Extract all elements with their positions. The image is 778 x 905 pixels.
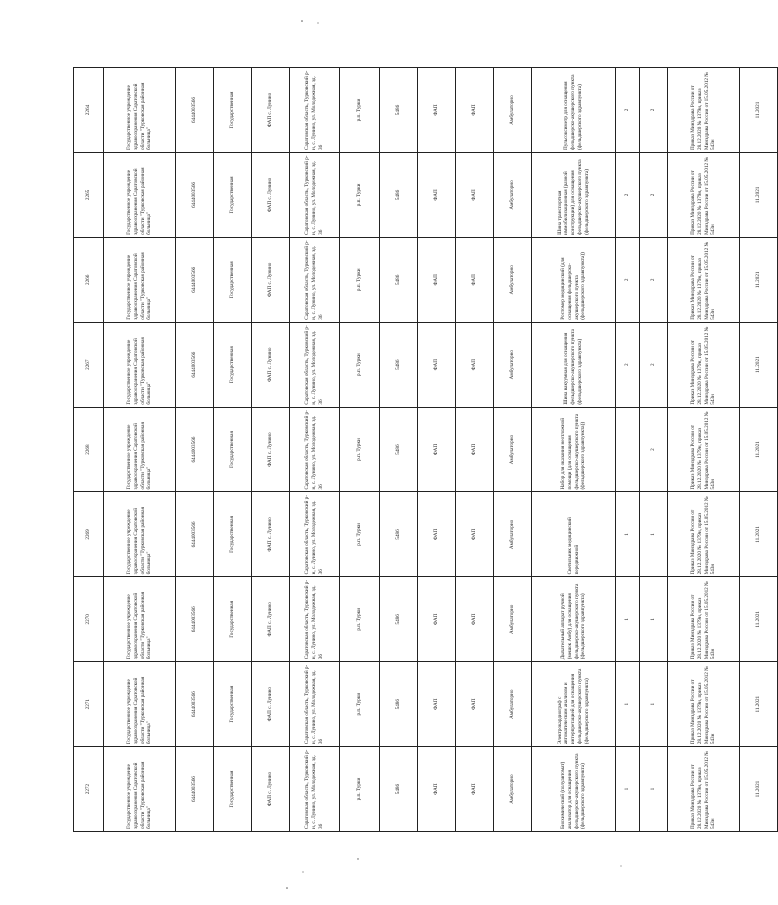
cell-inn: 6444003566 bbox=[176, 747, 214, 832]
cell-settlement-type: р.п. Турки bbox=[340, 68, 380, 153]
cell-address: Саратовская область, Турковский р-н, с. Лунино, ул. Молодежная, зд. 36 bbox=[290, 322, 340, 407]
table-row-care bbox=[494, 68, 532, 832]
cell-name: ФАП с. Лунино bbox=[252, 153, 290, 238]
cell-ownership: Государственная bbox=[214, 662, 252, 747]
cell-care: Амбулаторно bbox=[494, 237, 532, 322]
cell-care: Амбулаторно bbox=[494, 322, 532, 407]
cell-date: 11.2021 bbox=[740, 747, 778, 832]
cell-type2: ФАП bbox=[456, 68, 494, 153]
cell-id: 2269 bbox=[74, 492, 104, 577]
cell-address: Саратовская область, Турковский р-н, с. Лунино, ул. Молодежная, зд. 36 bbox=[290, 153, 340, 238]
cell-type1: ФАП bbox=[418, 237, 456, 322]
cell-date: 11.2021 bbox=[740, 237, 778, 322]
cell-settlement-type: р.п. Турки bbox=[340, 322, 380, 407]
cell-address: Саратовская область, Турковский р-н, с. Лунино, ул. Молодежная, зд. 36 bbox=[290, 68, 340, 153]
cell-address: Саратовская область, Турковский р-н, с. Лунино, ул. Молодежная, зд. 36 bbox=[290, 662, 340, 747]
cell-qty1: 1 bbox=[616, 492, 640, 577]
cell-institution: Государственное учреждение здравоохранения Саратовской области "Турковская районная больница" bbox=[104, 68, 176, 153]
cell-id: 2272 bbox=[74, 747, 104, 832]
cell-qty2: 1 bbox=[640, 492, 668, 577]
cell-institution: Государственное учреждение здравоохранения Саратовской области "Турковская районная больница" bbox=[104, 237, 176, 322]
cell-oktmo: 5486 bbox=[380, 322, 418, 407]
cell-qty1: 2 bbox=[616, 322, 640, 407]
cell-name: ФАП с. Лунино bbox=[252, 662, 290, 747]
table-row-qty2 bbox=[640, 68, 668, 832]
cell-inn: 6444003566 bbox=[176, 153, 214, 238]
table-row-date bbox=[740, 68, 778, 832]
cell-equipment: Светильник медицинский передвижной bbox=[532, 492, 616, 577]
table-row-type2 bbox=[456, 68, 494, 832]
table-row-name bbox=[252, 68, 290, 832]
cell-inn: 6444003566 bbox=[176, 237, 214, 322]
cell-settlement-type: р.п. Турки bbox=[340, 237, 380, 322]
cell-order: Приказ Минздрава России от 28.12.2020 № 1379н, приказ Минздрава России от 15.05.2012 № 543н bbox=[668, 68, 740, 153]
cell-inn: 6444003566 bbox=[176, 492, 214, 577]
cell-equipment: Ростомер медицинский (для оснащения фельдшерско-акушерского пункта (фельдшерского здравпункта)) bbox=[532, 237, 616, 322]
table-row-settlement-type bbox=[340, 68, 380, 832]
cell-order: Приказ Минздрава России от 28.12.2020 № 1379н, приказ Минздрава России от 15.05.2012 № 543н bbox=[668, 662, 740, 747]
cell-inn: 6444003566 bbox=[176, 322, 214, 407]
cell-ownership: Государственная bbox=[214, 577, 252, 662]
table-body bbox=[74, 68, 778, 832]
cell-institution: Государственное учреждение здравоохранения Саратовской области "Турковская районная больница" bbox=[104, 577, 176, 662]
cell-date: 11.2021 bbox=[740, 322, 778, 407]
cell-ownership: Государственная bbox=[214, 68, 252, 153]
cell-type2: ФАП bbox=[456, 662, 494, 747]
cell-name: ФАП с. Лунино bbox=[252, 577, 290, 662]
cell-id: 2267 bbox=[74, 322, 104, 407]
cell-type2: ФАП bbox=[456, 322, 494, 407]
cell-type1: ФАП bbox=[418, 577, 456, 662]
cell-qty2: 1 bbox=[640, 577, 668, 662]
cell-type1: ФАП bbox=[418, 68, 456, 153]
cell-qty1: 2 bbox=[616, 153, 640, 238]
cell-equipment: Шина вакуумная для оснащения фельдшерско-акушерского пункта (фельдшерского здравпункта) bbox=[532, 322, 616, 407]
cell-qty2: 2 bbox=[640, 68, 668, 153]
cell-qty2: 1 bbox=[640, 747, 668, 832]
cell-name: ФАП с. Лунино bbox=[252, 322, 290, 407]
table-row-inn bbox=[176, 68, 214, 832]
cell-order: Приказ Минздрава России от 28.12.2020 № 1379н, приказ Минздрава России от 15.05.2012 № 543н bbox=[668, 322, 740, 407]
cell-oktmo: 5486 bbox=[380, 153, 418, 238]
cell-qty2: 2 bbox=[640, 237, 668, 322]
cell-inn: 6444003566 bbox=[176, 662, 214, 747]
cell-type1: ФАП bbox=[418, 153, 456, 238]
cell-institution: Государственное учреждение здравоохранения Саратовской области "Турковская районная больница" bbox=[104, 492, 176, 577]
cell-inn: 6444003566 bbox=[176, 407, 214, 492]
cell-ownership: Государственная bbox=[214, 322, 252, 407]
cell-order: Приказ Минздрава России от 28.12.2020 № 1379н, приказ Минздрава России от 15.05.2012 № 543н bbox=[668, 492, 740, 577]
cell-qty2: 2 bbox=[640, 322, 668, 407]
cell-oktmo: 5486 bbox=[380, 577, 418, 662]
cell-institution: Государственное учреждение здравоохранения Саратовской области "Турковская районная больница" bbox=[104, 153, 176, 238]
cell-oktmo: 5486 bbox=[380, 492, 418, 577]
cell-date: 11.2021 bbox=[740, 577, 778, 662]
cell-date: 11.2021 bbox=[740, 68, 778, 153]
table-row-ownership bbox=[214, 68, 252, 832]
cell-qty1: 1 bbox=[616, 747, 640, 832]
cell-ownership: Государственная bbox=[214, 492, 252, 577]
cell-equipment: Электрокардиограф с автоматическим анализом и интерпретацией для оснащения фельдшерско-акушерского пункта (фельдшерского здравпункта) bbox=[532, 662, 616, 747]
cell-care: Амбулаторно bbox=[494, 153, 532, 238]
rotated-table-container bbox=[73, 67, 762, 832]
cell-qty1: 2 bbox=[616, 237, 640, 322]
cell-address: Саратовская область, Турковский р-н, с. Лунино, ул. Молодежная, зд. 36 bbox=[290, 747, 340, 832]
cell-ownership: Государственная bbox=[214, 237, 252, 322]
cell-equipment: Биохимический (полуавтомат) анализатор для оснащения фельдшерско-акушерского пункта (фельдшерского здравпункта) bbox=[532, 747, 616, 832]
cell-order: Приказ Минздрава России от 28.12.2020 № 1379н, приказ Минздрава России от 15.05.2012 № 543н bbox=[668, 237, 740, 322]
cell-date: 11.2021 bbox=[740, 662, 778, 747]
equipment-table bbox=[73, 67, 778, 832]
cell-order: Приказ Минздрава России от 28.12.2020 № 1379н, приказ Минздрава России от 15.05.2012 № 543н bbox=[668, 747, 740, 832]
cell-institution: Государственное учреждение здравоохранения Саратовской области "Турковская районная больница" bbox=[104, 407, 176, 492]
cell-type1: ФАП bbox=[418, 747, 456, 832]
cell-ownership: Государственная bbox=[214, 747, 252, 832]
cell-qty1: 1 bbox=[616, 577, 640, 662]
cell-name: ФАП с. Лунино bbox=[252, 407, 290, 492]
cell-oktmo: 5486 bbox=[380, 407, 418, 492]
table-row-order bbox=[668, 68, 740, 832]
cell-oktmo: 5486 bbox=[380, 747, 418, 832]
cell-type2: ФАП bbox=[456, 747, 494, 832]
cell-name: ФАП с. Лунино bbox=[252, 747, 290, 832]
table-row-type1 bbox=[418, 68, 456, 832]
cell-date: 11.2021 bbox=[740, 153, 778, 238]
cell-care: Амбулаторно bbox=[494, 577, 532, 662]
cell-name: ФАП с. Лунино bbox=[252, 237, 290, 322]
cell-inn: 6444003566 bbox=[176, 577, 214, 662]
cell-date: 11.2021 bbox=[740, 407, 778, 492]
cell-id: 2266 bbox=[74, 237, 104, 322]
cell-id: 2271 bbox=[74, 662, 104, 747]
cell-care: Амбулаторно bbox=[494, 492, 532, 577]
table-row-institution bbox=[104, 68, 176, 832]
cell-equipment: Дыхательный аппарат ручной (мешок Амбу) для оснащения фельдшерско-акушерского пункта (фельдшерского здравпункта) bbox=[532, 577, 616, 662]
cell-equipment: Набор для оказания неотложной помощи (для оснащения фельдшерско-акушерского пункта (фельдшерского здравпункта)) bbox=[532, 407, 616, 492]
cell-qty1 bbox=[616, 407, 640, 492]
cell-settlement-type: р.п. Турки bbox=[340, 662, 380, 747]
cell-address: Саратовская область, Турковский р-н, с. Лунино, ул. Молодежная, зд. 36 bbox=[290, 577, 340, 662]
cell-id: 2268 bbox=[74, 407, 104, 492]
cell-inn: 6444003566 bbox=[176, 68, 214, 153]
table-row-id bbox=[74, 68, 104, 832]
cell-qty1: 1 bbox=[616, 662, 640, 747]
cell-oktmo: 5486 bbox=[380, 68, 418, 153]
cell-type1: ФАП bbox=[418, 492, 456, 577]
cell-type1: ФАП bbox=[418, 662, 456, 747]
cell-ownership: Государственная bbox=[214, 153, 252, 238]
cell-oktmo: 5486 bbox=[380, 662, 418, 747]
cell-date: 11.2021 bbox=[740, 492, 778, 577]
cell-qty2: 2 bbox=[640, 153, 668, 238]
cell-settlement-type: р.п. Турки bbox=[340, 747, 380, 832]
cell-address: Саратовская область, Турковский р-н, с. Лунино, ул. Молодежная, зд. 36 bbox=[290, 237, 340, 322]
cell-institution: Государственное учреждение здравоохранения Саратовской области "Турковская районная больница" bbox=[104, 322, 176, 407]
cell-name: ФАП с. Лунино bbox=[252, 68, 290, 153]
cell-address: Саратовская область, Турковский р-н, с. Лунино, ул. Молодежная, зд. 36 bbox=[290, 407, 340, 492]
cell-settlement-type: р.п. Турки bbox=[340, 153, 380, 238]
cell-settlement-type: р.п. Турки bbox=[340, 407, 380, 492]
cell-type2: ФАП bbox=[456, 237, 494, 322]
cell-institution: Государственное учреждение здравоохранения Саратовской области "Турковская районная больница" bbox=[104, 662, 176, 747]
cell-qty2: 2 bbox=[640, 407, 668, 492]
cell-id: 2265 bbox=[74, 153, 104, 238]
cell-id: 2264 bbox=[74, 68, 104, 153]
table-row-oktmo bbox=[380, 68, 418, 832]
cell-type2: ФАП bbox=[456, 492, 494, 577]
cell-order: Приказ Минздрава России от 28.12.2020 № 1379н, приказ Минздрава России от 15.05.2012 № 543н bbox=[668, 153, 740, 238]
cell-settlement-type: р.п. Турки bbox=[340, 492, 380, 577]
cell-ownership: Государственная bbox=[214, 407, 252, 492]
cell-care: Амбулаторно bbox=[494, 407, 532, 492]
cell-order: Приказ Минздрава России от 28.12.2020 № 1379н, приказ Минздрава России от 15.05.2012 № 543н bbox=[668, 577, 740, 662]
cell-address: Саратовская область, Турковский р-н, с. Лунино, ул. Молодежная, зд. 36 bbox=[290, 492, 340, 577]
cell-oktmo: 5486 bbox=[380, 237, 418, 322]
cell-equipment: Шина транспортная иммобилизационная (разной конструкции) для оснащения фельдшерско-акушерского пункта (фельдшерского здравпункта) bbox=[532, 153, 616, 238]
cell-type2: ФАП bbox=[456, 577, 494, 662]
cell-settlement-type: р.п. Турки bbox=[340, 577, 380, 662]
cell-equipment: Пульсоксиметр для оснащения фельдшерско-акушерского пункта (фельдшерского здравпункта) bbox=[532, 68, 616, 153]
cell-institution: Государственное учреждение здравоохранения Саратовской области "Турковская районная больница" bbox=[104, 747, 176, 832]
cell-qty1: 2 bbox=[616, 68, 640, 153]
table-row-qty1 bbox=[616, 68, 640, 832]
cell-care: Амбулаторно bbox=[494, 747, 532, 832]
cell-care: Амбулаторно bbox=[494, 68, 532, 153]
table-row-equipment bbox=[532, 68, 616, 832]
cell-type1: ФАП bbox=[418, 407, 456, 492]
table-row-address bbox=[290, 68, 340, 832]
cell-id: 2270 bbox=[74, 577, 104, 662]
cell-type2: ФАП bbox=[456, 407, 494, 492]
cell-order: Приказ Минздрава России от 28.12.2020 № 1379н, приказ Минздрава России от 15.05.2012 № 543н bbox=[668, 407, 740, 492]
cell-care: Амбулаторно bbox=[494, 662, 532, 747]
cell-qty2: 1 bbox=[640, 662, 668, 747]
cell-type2: ФАП bbox=[456, 153, 494, 238]
cell-type1: ФАП bbox=[418, 322, 456, 407]
cell-name: ФАП с. Лунино bbox=[252, 492, 290, 577]
